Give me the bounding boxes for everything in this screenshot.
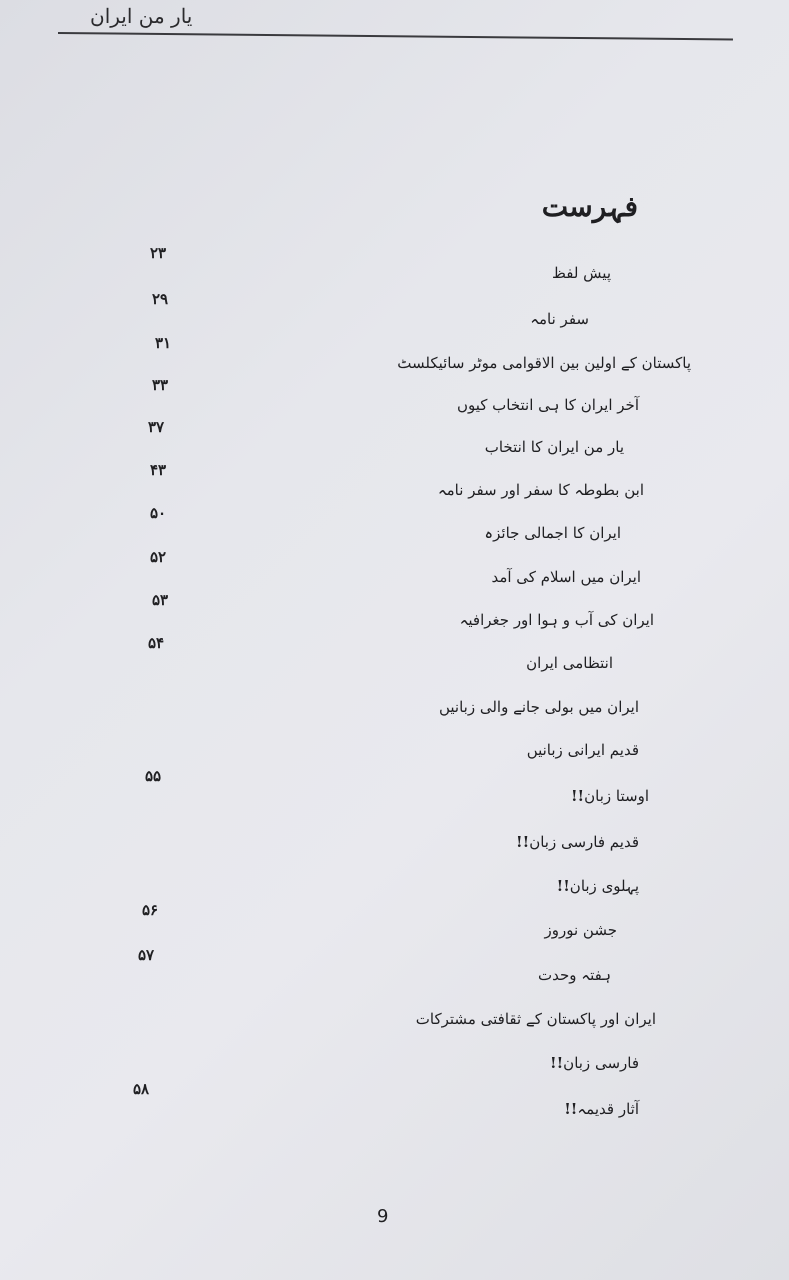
toc-row [0,504,789,550]
toc-entry-title: آثار قدیمہ [577,1100,639,1118]
toc-entry [204,438,624,456]
toc-page-number: ۵۸ [133,1080,150,1098]
toc-entry-title: ہفتہ وحدت [538,966,611,984]
toc-entry-title: پاکستان کے اولین بین الاقوامی موٹر سائیکلسٹ [397,354,691,372]
toc-row [0,996,789,1036]
toc-entry [219,396,639,414]
running-head: یار من ایران [90,4,193,28]
toc-row [0,334,789,380]
toc-entry-title: پیش لفظ [552,264,611,282]
toc-row [0,1040,789,1080]
toc-row [0,548,789,594]
toc-entry [219,833,639,851]
toc-entry-title: ابن بطوطہ کا سفر اور سفر نامہ [437,481,644,499]
toc-entry [224,481,644,499]
toc-entry-title: پہلوی زبان [569,877,639,895]
toc-row [0,946,789,992]
toc-entry [191,966,611,984]
toc-sub-marker: !! [550,1054,564,1072]
toc-sub-marker: !! [516,833,530,851]
toc-entry-title: ایران میں بولی جانے والی زبانیں [438,698,639,716]
toc-row [0,901,789,947]
toc-entry [219,877,639,895]
toc-entry-title: قدیم فارسی زبان [529,833,639,851]
toc-entry [169,310,589,328]
toc-row [0,634,789,680]
toc-entry-title: قدیم ایرانی زبانیں [526,741,639,759]
toc-entry [219,1100,639,1118]
toc-entry [219,698,639,716]
toc-page-number: ۳۳ [152,376,169,394]
toc-sub-marker: !! [570,787,585,805]
toc-entry [219,1054,639,1072]
toc-row [0,591,789,637]
toc-page-number: ۵۲ [150,548,167,566]
toc-page-number: ۳۷ [148,418,165,436]
toc-page-number: ۵۵ [145,767,162,785]
toc-page-number: ۵۷ [138,946,155,964]
toc-page-number: ۲۳ [150,244,167,262]
toc-row [0,727,789,767]
toc-entry-title: انتظامی ایران [526,654,613,672]
toc-page-number: ۳۱ [155,334,172,352]
toc-entry-title: یار من ایران کا انتخاب [484,438,624,456]
toc-title: فہرست [541,190,638,223]
toc-page-number: ۵۴ [148,634,165,652]
toc-entry [201,524,621,542]
toc-entry [271,354,691,372]
toc-entry-title: آخر ایران کا ہی انتخاب کیوں [456,396,639,414]
toc-entry [219,741,639,759]
toc-row [0,684,789,724]
toc-entry-title: جشن نوروز [544,921,617,939]
toc-row [0,1080,789,1126]
toc-row [0,863,789,903]
toc-entry [193,654,613,672]
toc-entry-title: ایران کی آب و ہوا اور جغرافیہ [459,611,654,629]
toc-page-number: ۵۳ [152,591,169,609]
page-number: 9 [377,1206,389,1227]
toc-entry [197,921,617,939]
toc-entry-title: اوستا زبان [584,787,649,805]
toc-page-number: ۲۹ [152,290,169,308]
toc-entry [191,264,611,282]
toc-entry-title: فارسی زبان [563,1054,639,1072]
toc-entry [236,1010,656,1028]
toc-entry [229,787,649,805]
toc-sub-marker: !! [564,1100,578,1118]
toc-row [0,290,789,336]
toc-page-number: ۵۶ [142,901,159,919]
toc-row [0,376,789,422]
toc-row [0,767,789,813]
toc-entry [234,611,654,629]
toc-sub-marker: !! [556,877,570,895]
toc-entry [221,568,641,586]
toc-page-number: ۵۰ [150,504,167,522]
toc-row [0,461,789,507]
toc-entry-title: ایران اور پاکستان کے ثقافتی مشترکات [415,1010,656,1028]
toc-row [0,244,789,290]
toc-entry-title: ایران میں اسلام کی آمد [491,568,641,586]
toc-page-number: ۴۳ [150,461,167,479]
toc-entry-title: ایران کا اجمالی جائزہ [484,524,621,542]
toc-row [0,418,789,464]
toc-entry-title: سفر نامہ [530,310,589,328]
toc-row [0,819,789,859]
